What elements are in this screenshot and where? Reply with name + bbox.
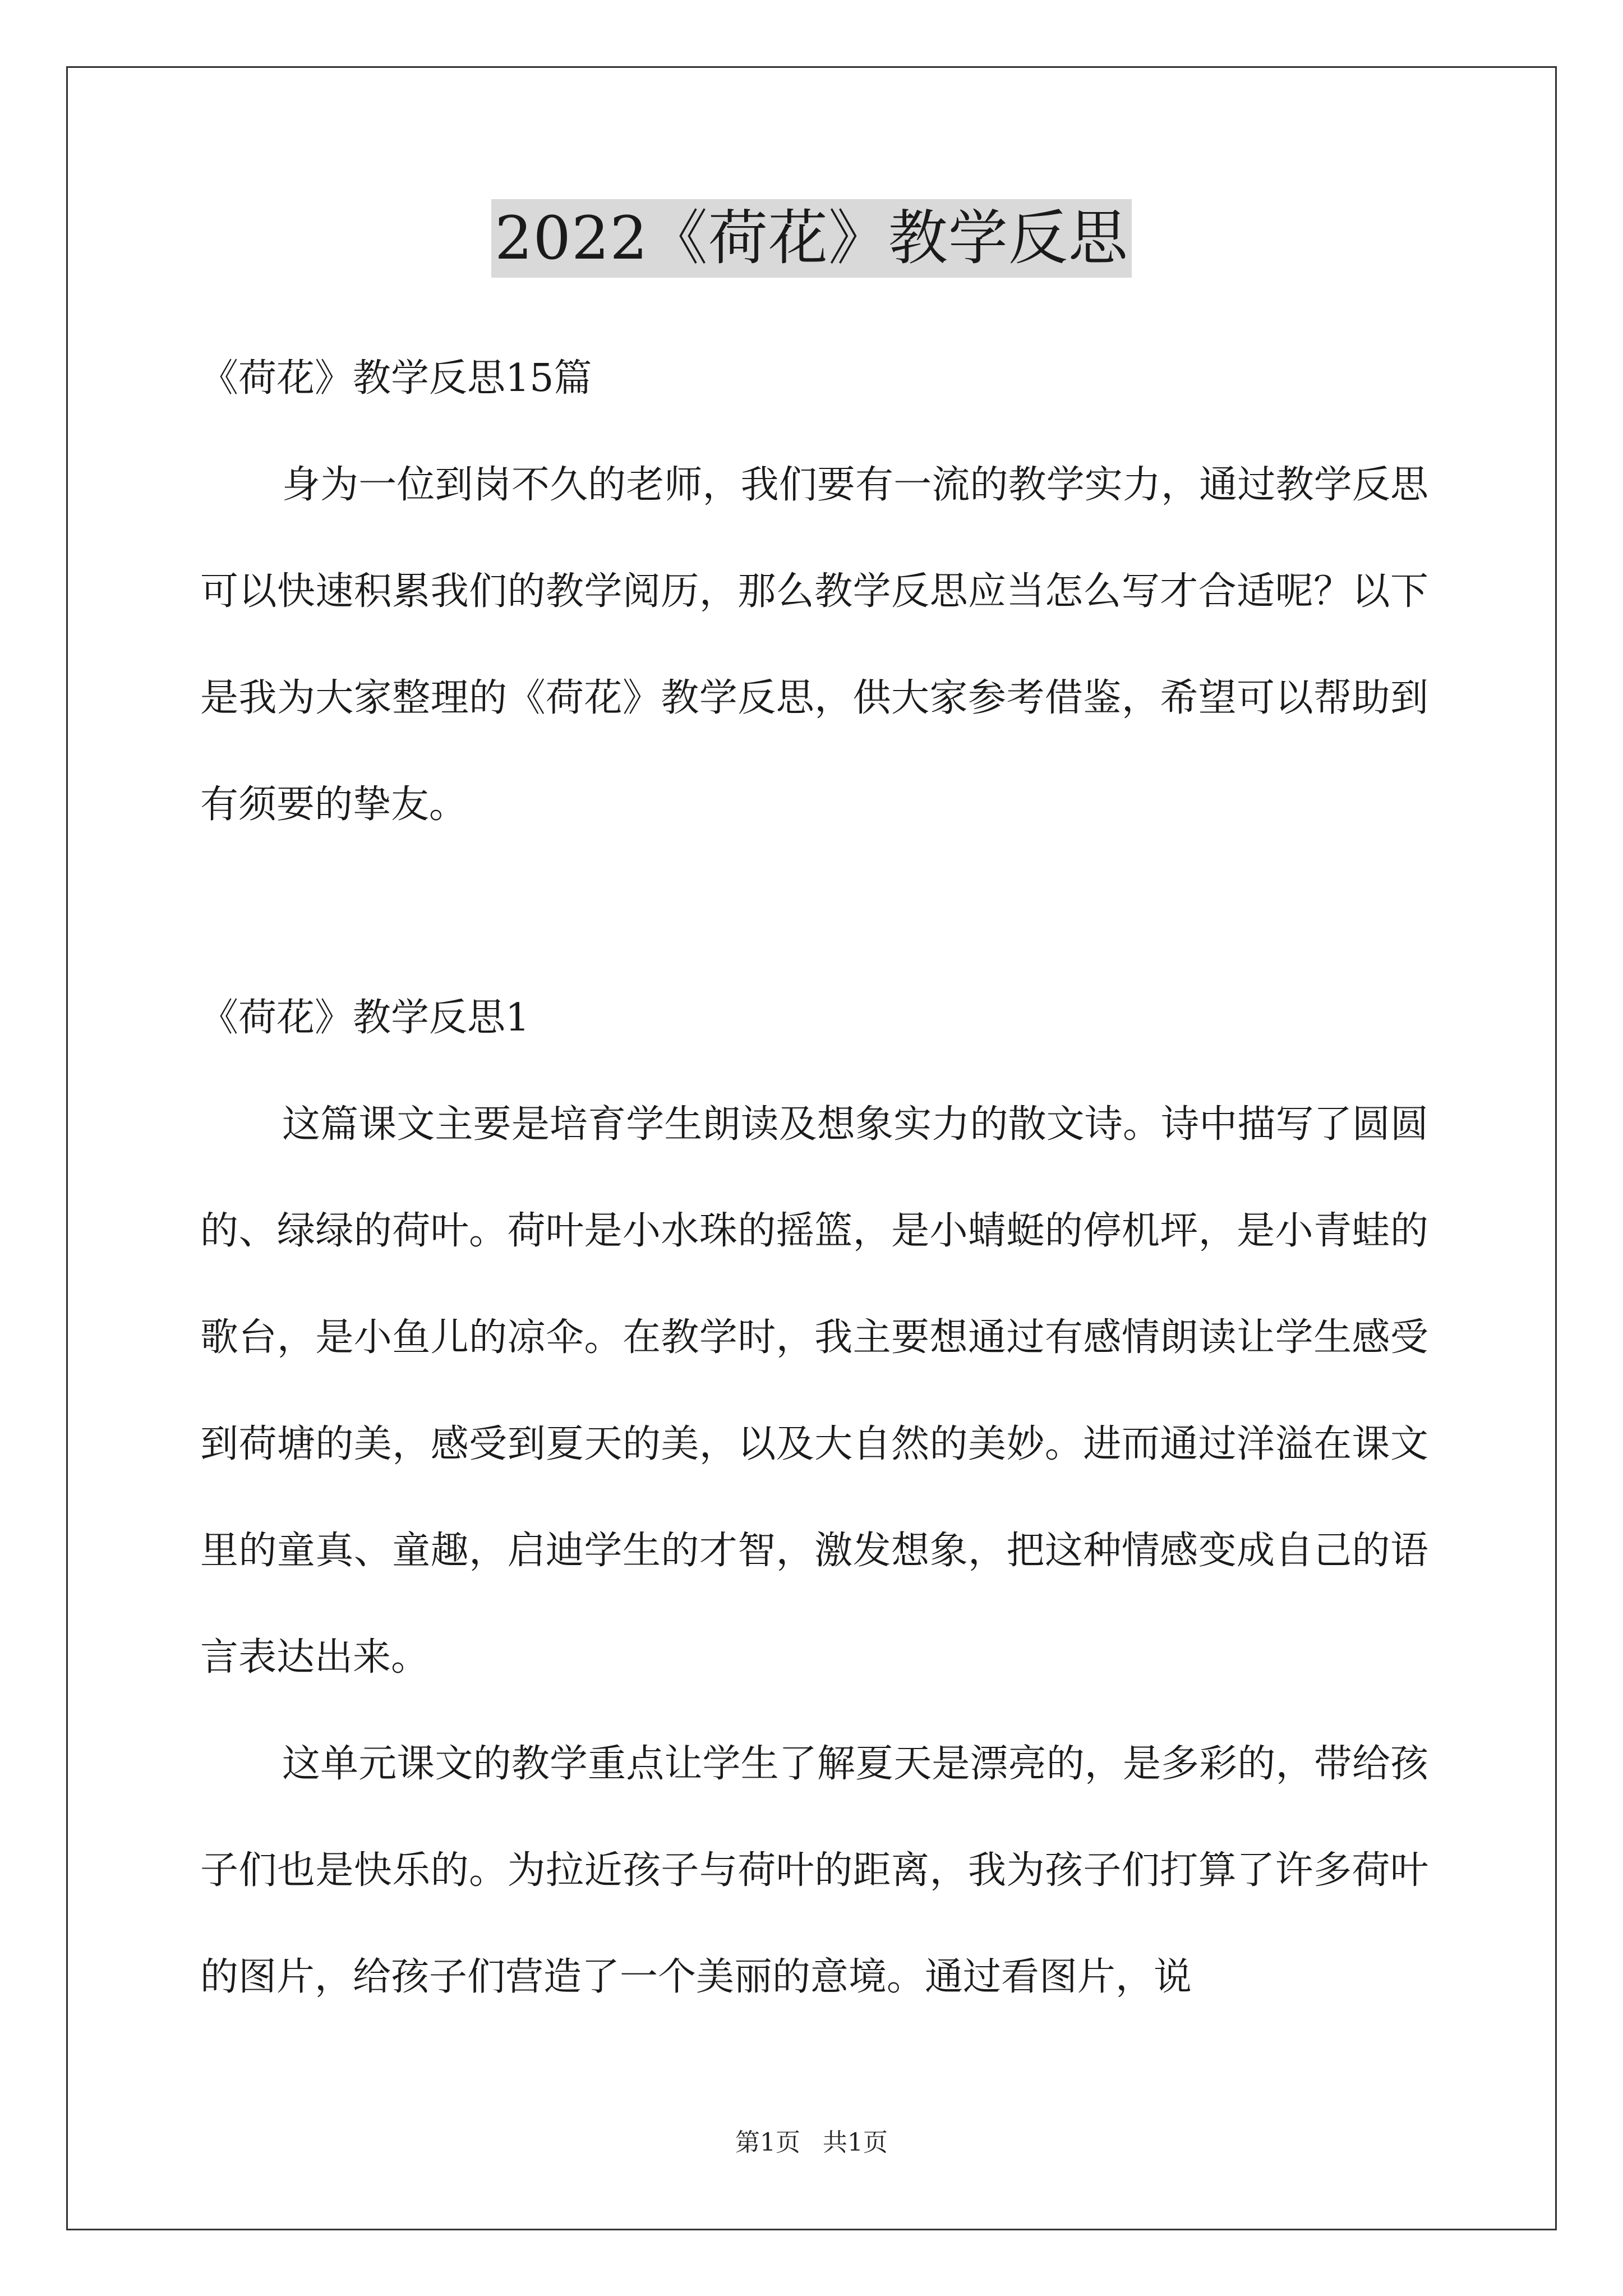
page-number: 第1页 xyxy=(735,2128,800,2157)
document-title: 2022《荷花》教学反思 xyxy=(491,199,1132,278)
title-container xyxy=(0,199,1623,278)
intro-paragraph: 身为一位到岗不久的老师，我们要有一流的教学实力，通过教学反思可以快速积累我们的教学阅历，那么教学反思应当怎么写才合适呢？以下是我为大家整理的《荷花》教学反思，供大家参考借鉴，希望可以帮助到有须要的挚友。 xyxy=(200,463,1428,827)
page-footer xyxy=(0,2126,1623,2160)
body-paragraph: 这篇课文主要是培育学生朗读及想象实力的散文诗。诗中描写了圆圆的、绿绿的荷叶。荷叶是小水珠的摇篮，是小蜻蜓的停机坪，是小青蛙的歌台，是小鱼儿的凉伞。在教学时，我主要想通过有感情朗读让学生感受到荷塘的美，感受到夏天的美，以及大自然的美妙。进而通过洋溢在课文里的童真、童趣，启迪学生的才智，激发想象，把这种情感变成自己的语言表达出来。 xyxy=(200,1102,1428,1680)
page-count: 共1页 xyxy=(823,2128,888,2157)
section-spacer xyxy=(200,858,1428,965)
document-subtitle: 《荷花》教学反思15篇 xyxy=(200,356,592,401)
section-heading: 《荷花》教学反思1 xyxy=(200,996,530,1040)
document-body xyxy=(200,325,1428,2031)
body-paragraph: 这单元课文的教学重点让学生了解夏天是漂亮的，是多彩的，带给孩子们也是快乐的。为拉近孩子与荷叶的距离，我为孩子们打算了许多荷叶的图片，给孩子们营造了一个美丽的意境。通过看图片，说 xyxy=(200,1742,1428,1999)
